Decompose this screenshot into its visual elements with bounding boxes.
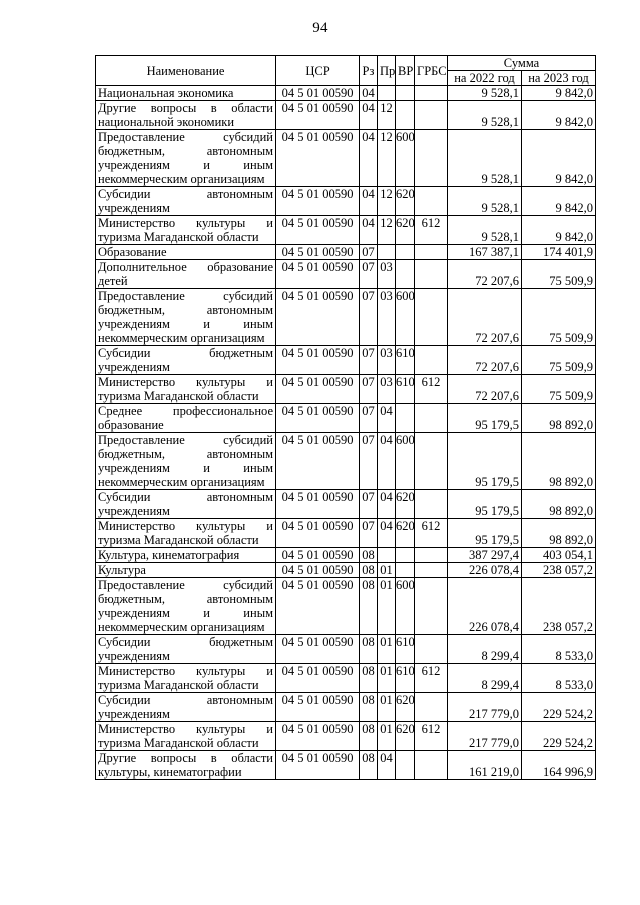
row-vr: 620 [396,216,415,245]
row-name: Дополнительное образование детей [96,260,276,289]
row-rz: 08 [360,664,378,693]
row-grbs [415,404,448,433]
table-row [96,563,596,578]
row-grbs [415,635,448,664]
row-sum-2022: 72 207,6 [448,375,522,404]
row-pr: 04 [378,433,396,490]
row-name: Культура [96,563,276,578]
row-rz: 04 [360,101,378,130]
row-sum-2022: 95 179,5 [448,433,522,490]
row-sum-2022: 72 207,6 [448,346,522,375]
row-rz: 07 [360,346,378,375]
row-sum-2023: 98 892,0 [522,404,596,433]
row-vr [396,404,415,433]
row-csr: 04 5 01 00590 [276,693,360,722]
table-row [96,404,596,433]
row-csr: 04 5 01 00590 [276,289,360,346]
row-vr [396,563,415,578]
row-sum-2022: 167 387,1 [448,245,522,260]
row-csr: 04 5 01 00590 [276,578,360,635]
row-vr: 620 [396,490,415,519]
row-sum-2023: 9 842,0 [522,216,596,245]
row-grbs [415,187,448,216]
row-csr: 04 5 01 00590 [276,86,360,101]
row-name: Другие вопросы в области национальной экономики [96,101,276,130]
row-vr: 620 [396,519,415,548]
row-grbs [415,548,448,563]
row-pr [378,86,396,101]
table-row [96,433,596,490]
table-row [96,519,596,548]
row-name: Субсидии бюджетным учреждениям [96,635,276,664]
row-name: Предоставление субсидий бюджетным, автономным учреждениям и иным некоммерческим организациям [96,289,276,346]
header-year-2023: на 2023 год [522,71,596,86]
row-sum-2023: 9 842,0 [522,187,596,216]
row-vr [396,245,415,260]
row-name: Среднее профессиональное образование [96,404,276,433]
row-name: Министерство культуры и туризма Магаданской области [96,375,276,404]
row-csr: 04 5 01 00590 [276,751,360,780]
row-csr: 04 5 01 00590 [276,375,360,404]
header-rz: Рз [360,56,378,86]
row-grbs [415,101,448,130]
row-rz: 07 [360,433,378,490]
table-row [96,375,596,404]
row-rz: 04 [360,130,378,187]
row-name: Субсидии автономным учреждениям [96,693,276,722]
row-sum-2022: 72 207,6 [448,260,522,289]
row-vr [396,751,415,780]
row-sum-2023: 75 509,9 [522,346,596,375]
row-rz: 08 [360,563,378,578]
row-sum-2022: 72 207,6 [448,289,522,346]
row-rz: 07 [360,260,378,289]
row-grbs [415,751,448,780]
row-rz: 08 [360,751,378,780]
row-pr: 01 [378,578,396,635]
row-vr: 600 [396,578,415,635]
row-pr: 12 [378,130,396,187]
row-name: Предоставление субсидий бюджетным, автономным учреждениям и иным некоммерческим организациям [96,578,276,635]
table-row [96,216,596,245]
row-pr: 04 [378,490,396,519]
row-rz: 08 [360,578,378,635]
row-grbs [415,693,448,722]
row-sum-2023: 238 057,2 [522,563,596,578]
row-sum-2023: 164 996,9 [522,751,596,780]
row-vr: 620 [396,693,415,722]
row-csr: 04 5 01 00590 [276,722,360,751]
table-row [96,130,596,187]
row-grbs: 612 [415,375,448,404]
row-pr: 12 [378,216,396,245]
row-csr: 04 5 01 00590 [276,101,360,130]
row-csr: 04 5 01 00590 [276,563,360,578]
row-sum-2023: 174 401,9 [522,245,596,260]
row-pr: 03 [378,289,396,346]
row-vr: 620 [396,187,415,216]
table-row [96,187,596,216]
row-sum-2023: 9 842,0 [522,86,596,101]
table-row [96,722,596,751]
row-pr: 04 [378,519,396,548]
row-pr: 03 [378,346,396,375]
row-pr [378,548,396,563]
row-grbs [415,260,448,289]
row-sum-2023: 229 524,2 [522,722,596,751]
row-name: Предоставление субсидий бюджетным, автономным учреждениям и иным некоммерческим организациям [96,433,276,490]
row-sum-2023: 98 892,0 [522,433,596,490]
row-pr: 01 [378,722,396,751]
row-rz: 07 [360,490,378,519]
table-row [96,664,596,693]
row-name: Министерство культуры и туризма Магаданской области [96,519,276,548]
table-row [96,490,596,519]
row-rz: 04 [360,86,378,101]
row-vr [396,548,415,563]
row-pr: 12 [378,187,396,216]
row-csr: 04 5 01 00590 [276,404,360,433]
row-sum-2022: 161 219,0 [448,751,522,780]
header-year-2022: на 2022 год [448,71,522,86]
row-vr: 600 [396,130,415,187]
row-pr [378,245,396,260]
row-sum-2023: 98 892,0 [522,490,596,519]
row-vr: 610 [396,635,415,664]
row-sum-2022: 95 179,5 [448,490,522,519]
header-row-1 [96,56,596,71]
row-name: Культура, кинематография [96,548,276,563]
row-sum-2022: 8 299,4 [448,664,522,693]
header-pr: Пр [378,56,396,86]
row-rz: 07 [360,375,378,404]
row-pr: 01 [378,635,396,664]
row-vr [396,260,415,289]
row-csr: 04 5 01 00590 [276,433,360,490]
table-row [96,693,596,722]
page-number: 94 [312,20,328,36]
row-grbs [415,346,448,375]
row-sum-2022: 217 779,0 [448,693,522,722]
row-rz: 07 [360,289,378,346]
row-pr: 03 [378,260,396,289]
table-row [96,86,596,101]
row-grbs: 612 [415,722,448,751]
budget-table [95,55,596,780]
row-name: Субсидии автономным учреждениям [96,187,276,216]
row-vr: 610 [396,664,415,693]
table-row [96,635,596,664]
row-grbs [415,86,448,101]
row-vr: 610 [396,375,415,404]
row-rz: 08 [360,548,378,563]
row-grbs: 612 [415,664,448,693]
row-name: Министерство культуры и туризма Магаданской области [96,216,276,245]
row-csr: 04 5 01 00590 [276,187,360,216]
row-sum-2023: 403 054,1 [522,548,596,563]
header-name: Наименование [96,56,276,86]
row-csr: 04 5 01 00590 [276,260,360,289]
row-name: Образование [96,245,276,260]
row-rz: 08 [360,693,378,722]
row-sum-2023: 8 533,0 [522,664,596,693]
header-csr: ЦСР [276,56,360,86]
row-csr: 04 5 01 00590 [276,490,360,519]
row-sum-2022: 9 528,1 [448,101,522,130]
row-rz: 08 [360,722,378,751]
row-pr: 03 [378,375,396,404]
header-sum: Сумма [448,56,596,71]
table-row [96,245,596,260]
row-csr: 04 5 01 00590 [276,245,360,260]
row-name: Предоставление субсидий бюджетным, автономным учреждениям и иным некоммерческим организациям [96,130,276,187]
row-csr: 04 5 01 00590 [276,548,360,563]
row-vr [396,101,415,130]
row-name: Национальная экономика [96,86,276,101]
row-sum-2023: 9 842,0 [522,101,596,130]
row-pr: 01 [378,664,396,693]
row-grbs: 612 [415,216,448,245]
row-vr: 610 [396,346,415,375]
row-name: Субсидии бюджетным учреждениям [96,346,276,375]
row-csr: 04 5 01 00590 [276,346,360,375]
row-sum-2022: 9 528,1 [448,130,522,187]
row-sum-2023: 75 509,9 [522,375,596,404]
row-sum-2023: 8 533,0 [522,635,596,664]
row-rz: 07 [360,519,378,548]
row-rz: 04 [360,216,378,245]
row-vr: 600 [396,289,415,346]
row-name: Министерство культуры и туризма Магаданской области [96,664,276,693]
row-csr: 04 5 01 00590 [276,130,360,187]
row-pr: 04 [378,404,396,433]
row-grbs [415,563,448,578]
row-sum-2022: 8 299,4 [448,635,522,664]
row-pr: 01 [378,693,396,722]
row-grbs [415,245,448,260]
row-pr: 12 [378,101,396,130]
row-grbs [415,433,448,490]
row-sum-2023: 238 057,2 [522,578,596,635]
row-csr: 04 5 01 00590 [276,635,360,664]
row-sum-2022: 9 528,1 [448,86,522,101]
row-sum-2022: 9 528,1 [448,216,522,245]
row-grbs: 612 [415,519,448,548]
table-row [96,751,596,780]
table-row [96,260,596,289]
row-sum-2023: 75 509,9 [522,260,596,289]
row-csr: 04 5 01 00590 [276,216,360,245]
row-name: Другие вопросы в области культуры, кинематографии [96,751,276,780]
row-rz: 08 [360,635,378,664]
row-grbs [415,490,448,519]
row-name: Министерство культуры и туризма Магаданской области [96,722,276,751]
row-pr: 04 [378,751,396,780]
row-sum-2023: 9 842,0 [522,130,596,187]
row-vr [396,86,415,101]
row-name: Субсидии автономным учреждениям [96,490,276,519]
row-rz: 07 [360,245,378,260]
header-grbs: ГРБС [415,56,448,86]
row-sum-2022: 95 179,5 [448,519,522,548]
header-vr: ВР [396,56,415,86]
table-row [96,289,596,346]
table-row [96,346,596,375]
row-sum-2022: 217 779,0 [448,722,522,751]
row-sum-2022: 226 078,4 [448,578,522,635]
row-sum-2023: 75 509,9 [522,289,596,346]
row-vr: 600 [396,433,415,490]
table-body [96,86,596,780]
row-csr: 04 5 01 00590 [276,519,360,548]
row-grbs [415,578,448,635]
table-row [96,101,596,130]
row-grbs [415,289,448,346]
row-pr: 01 [378,563,396,578]
row-rz: 04 [360,187,378,216]
table-row [96,578,596,635]
table-row [96,548,596,563]
row-grbs [415,130,448,187]
row-vr: 620 [396,722,415,751]
row-sum-2022: 9 528,1 [448,187,522,216]
row-rz: 07 [360,404,378,433]
row-sum-2023: 229 524,2 [522,693,596,722]
row-sum-2023: 98 892,0 [522,519,596,548]
row-sum-2022: 387 297,4 [448,548,522,563]
row-sum-2022: 95 179,5 [448,404,522,433]
row-sum-2022: 226 078,4 [448,563,522,578]
row-csr: 04 5 01 00590 [276,664,360,693]
